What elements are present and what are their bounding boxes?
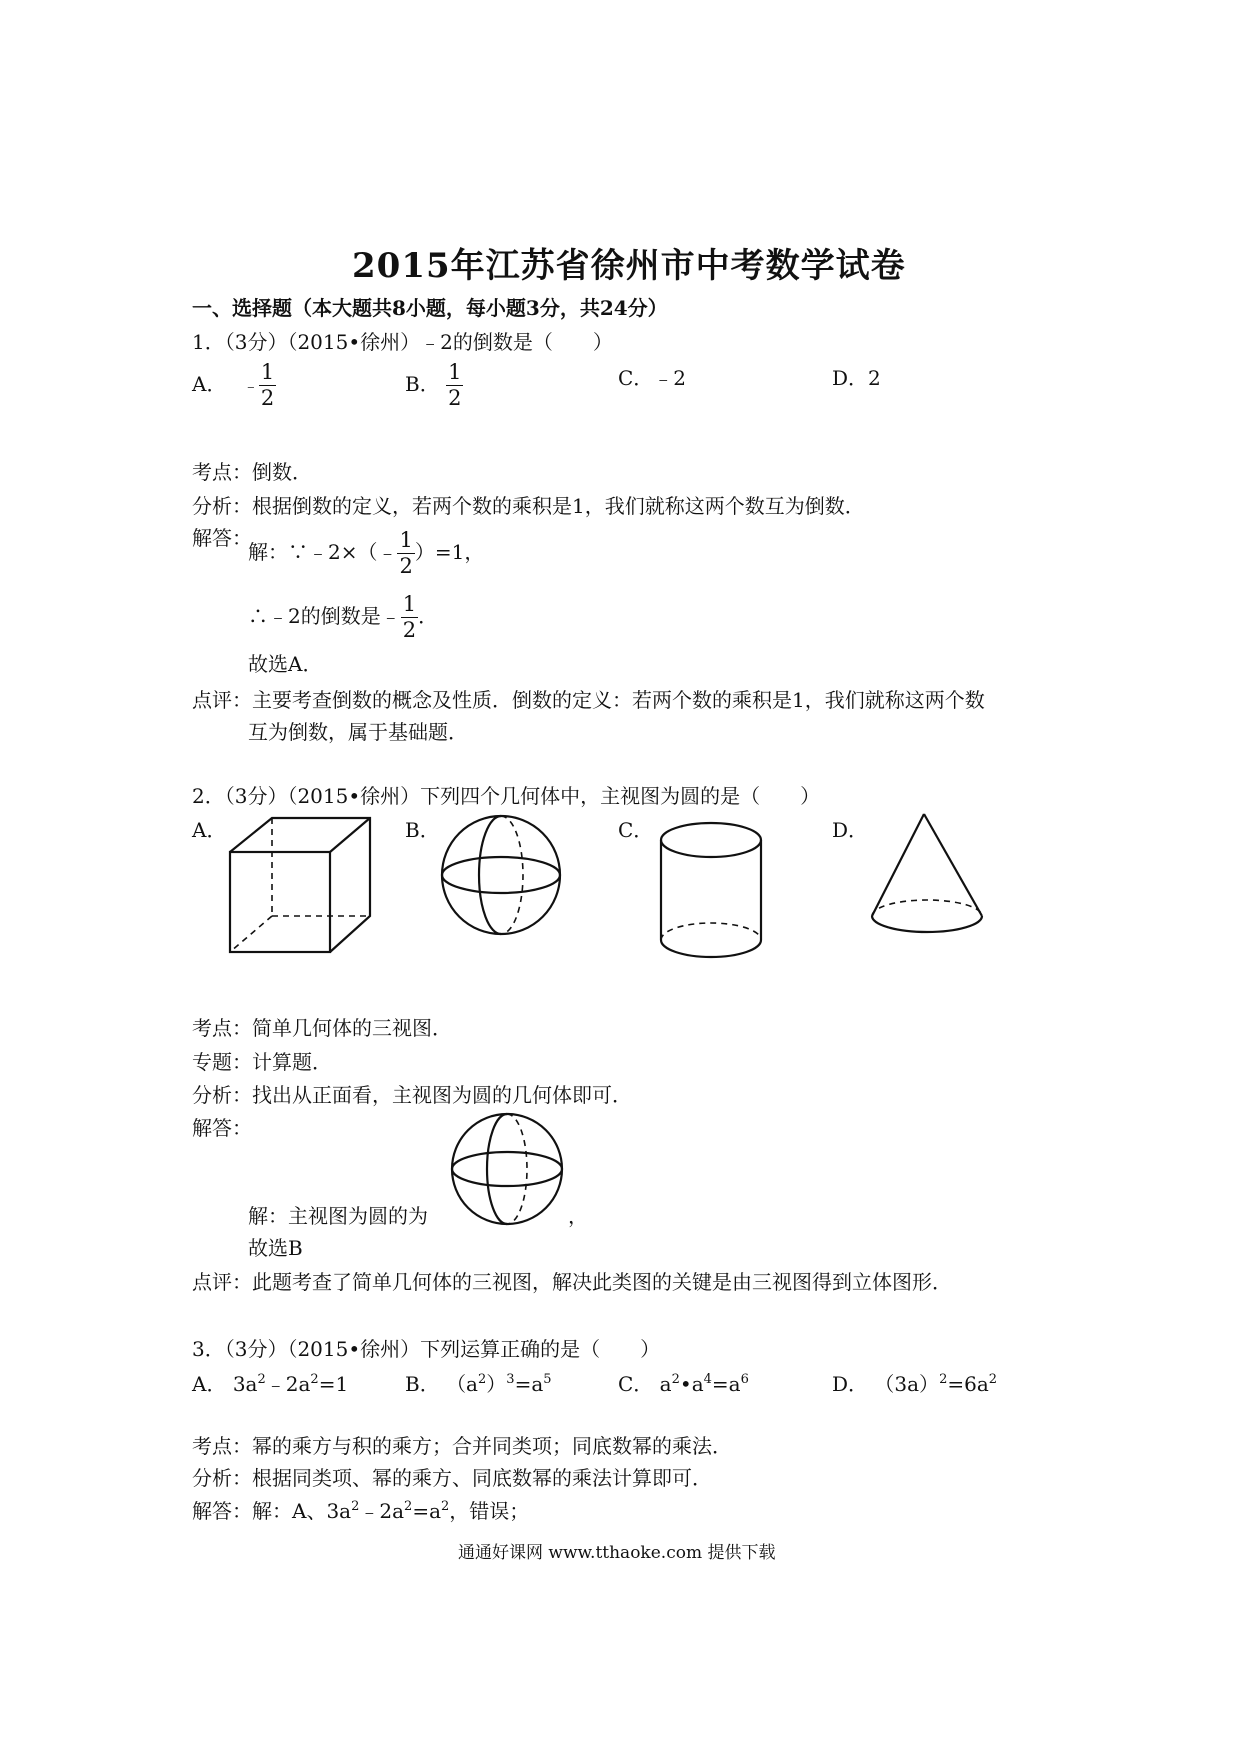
- exponent: 2: [310, 1372, 319, 1387]
- exponent: 6: [740, 1372, 749, 1387]
- exponent: 2: [441, 1499, 450, 1514]
- q1-solution-line3: 故选A．: [248, 652, 323, 676]
- q1-solution-line1: [248, 530, 484, 577]
- q2-jieda-label: 解答：: [192, 1116, 252, 1140]
- option-label: C．: [618, 1372, 654, 1396]
- q1-solution-line2: [248, 594, 438, 641]
- expr: ）: [486, 1372, 507, 1396]
- q1-jieda-label: 解答：: [192, 526, 252, 550]
- q3-option-b: [405, 1368, 552, 1397]
- q2-solution-comma: ，: [568, 1204, 588, 1228]
- denominator: 2: [399, 554, 413, 578]
- cube-figure: [220, 810, 370, 960]
- exponent: 2: [404, 1499, 413, 1514]
- q2-dianping: 点评：此题考查了简单几何体的三视图，解决此类图的关键是由三视图得到立体图形．: [192, 1270, 952, 1294]
- exponent: 5: [543, 1372, 552, 1387]
- expr: ﹣2a: [265, 1372, 311, 1396]
- q1-stem: 1．（3分）（2015•徐州）﹣2的倒数是（ ）: [192, 330, 613, 354]
- q2-fenxi: 分析：找出从正面看，主视图为圆的几何体即可．: [192, 1083, 632, 1107]
- exponent: 2: [351, 1499, 360, 1514]
- q3-fenxi: 分析：根据同类项、幂的乘方、同底数幂的乘法计算即可．: [192, 1466, 712, 1490]
- expr: （a: [446, 1372, 478, 1396]
- page-title: 2015年江苏省徐州市中考数学试卷: [352, 246, 906, 286]
- numerator: 1: [448, 360, 462, 384]
- numerator: 1: [399, 528, 413, 552]
- q2-option-d: D．: [832, 818, 869, 842]
- page-footer: 通通好课网 www.tthaoke.com 提供下载: [458, 1543, 776, 1563]
- q1-option-d: D．2: [832, 366, 881, 390]
- numerator: 1: [402, 592, 417, 616]
- solution-text: 解答：解：A、3a: [192, 1499, 352, 1523]
- q2-stem: 2．（3分）（2015•徐州）下列四个几何体中，主视图为圆的是（ ）: [192, 784, 821, 808]
- q2-zhuanti: 专题：计算题．: [192, 1050, 332, 1074]
- q3-option-a: [192, 1368, 348, 1397]
- solution-text: ﹣2a: [359, 1499, 405, 1523]
- q3-jieda: [192, 1495, 529, 1524]
- q2-kaodian: 考点：简单几何体的三视图．: [192, 1016, 452, 1040]
- numerator: 1: [260, 360, 275, 384]
- denominator: 2: [260, 386, 275, 410]
- section-heading: 一、选择题（本大题共8小题，每小题3分，共24分）: [192, 296, 668, 320]
- q3-option-d: [832, 1368, 997, 1397]
- q1-kaodian: 考点：倒数．: [192, 460, 312, 484]
- denominator: 2: [402, 618, 417, 642]
- q2-solution-line2: 故选B: [248, 1236, 303, 1260]
- minus-sign: ﹣: [242, 376, 259, 395]
- q2-option-a: A．: [192, 818, 227, 842]
- fraction: [397, 530, 414, 577]
- expr: （3a）: [874, 1372, 940, 1396]
- q1-fenxi: 分析：根据倒数的定义，若两个数的乘积是1，我们就称这两个数互为倒数．: [192, 494, 865, 518]
- q3-kaodian: 考点：幂的乘方与积的乘方；合并同类项；同底数幂的乘法．: [192, 1434, 732, 1458]
- solution-text: =a: [412, 1499, 441, 1523]
- solution-text: 解：∵﹣2×（: [248, 540, 378, 564]
- sphere-answer-figure: [447, 1108, 567, 1230]
- q3-stem: 3．（3分）（2015•徐州）下列运算正确的是（ ）: [192, 1337, 661, 1361]
- expr: •a: [679, 1372, 704, 1396]
- option-label: D．: [832, 1372, 869, 1396]
- solution-text: ，错误；: [449, 1499, 530, 1523]
- q2-option-c: C．: [618, 818, 654, 842]
- expr: =6a: [947, 1372, 989, 1396]
- expr: =a: [711, 1372, 741, 1396]
- expr: 3a: [232, 1372, 258, 1396]
- option-label: B．: [405, 372, 440, 396]
- exponent: 2: [939, 1372, 948, 1387]
- expr: a: [659, 1372, 672, 1396]
- denominator: 2: [448, 386, 462, 410]
- cylinder-figure: [655, 818, 767, 960]
- q2-solution-line1: 解：主视图为圆的为: [248, 1204, 428, 1228]
- sphere-figure: [436, 810, 566, 940]
- cone-figure: [866, 808, 988, 950]
- expr: =a: [514, 1372, 544, 1396]
- fraction: [446, 362, 463, 409]
- q2-option-b: B．: [405, 818, 440, 842]
- exponent: 2: [478, 1372, 487, 1387]
- option-label: A．: [192, 372, 227, 396]
- q1-option-b: [405, 362, 463, 409]
- q1-dianping-cont: 互为倒数，属于基础题．: [248, 720, 468, 744]
- exponent: 2: [671, 1372, 680, 1387]
- fraction: [401, 594, 418, 641]
- fraction: [259, 362, 276, 409]
- exponent: 2: [257, 1372, 266, 1387]
- solution-text: ∴﹣2的倒数是﹣: [248, 604, 401, 628]
- q3-option-c: [618, 1368, 749, 1397]
- option-label: A．: [192, 1372, 227, 1396]
- exponent: 3: [506, 1372, 515, 1387]
- exponent: 2: [988, 1372, 998, 1387]
- q1-option-c: C．﹣2: [618, 366, 687, 390]
- solution-text: ．: [418, 604, 439, 628]
- option-label: B．: [405, 1372, 440, 1396]
- exponent: 4: [703, 1372, 712, 1387]
- solution-text: ）=1，: [414, 540, 485, 564]
- q1-option-a: [192, 362, 276, 409]
- expr: =1: [318, 1372, 349, 1396]
- q1-dianping: 点评：主要考查倒数的概念及性质．倒数的定义：若两个数的乘积是1，我们就称这两个数: [192, 688, 985, 712]
- minus-sign: ﹣: [377, 540, 398, 564]
